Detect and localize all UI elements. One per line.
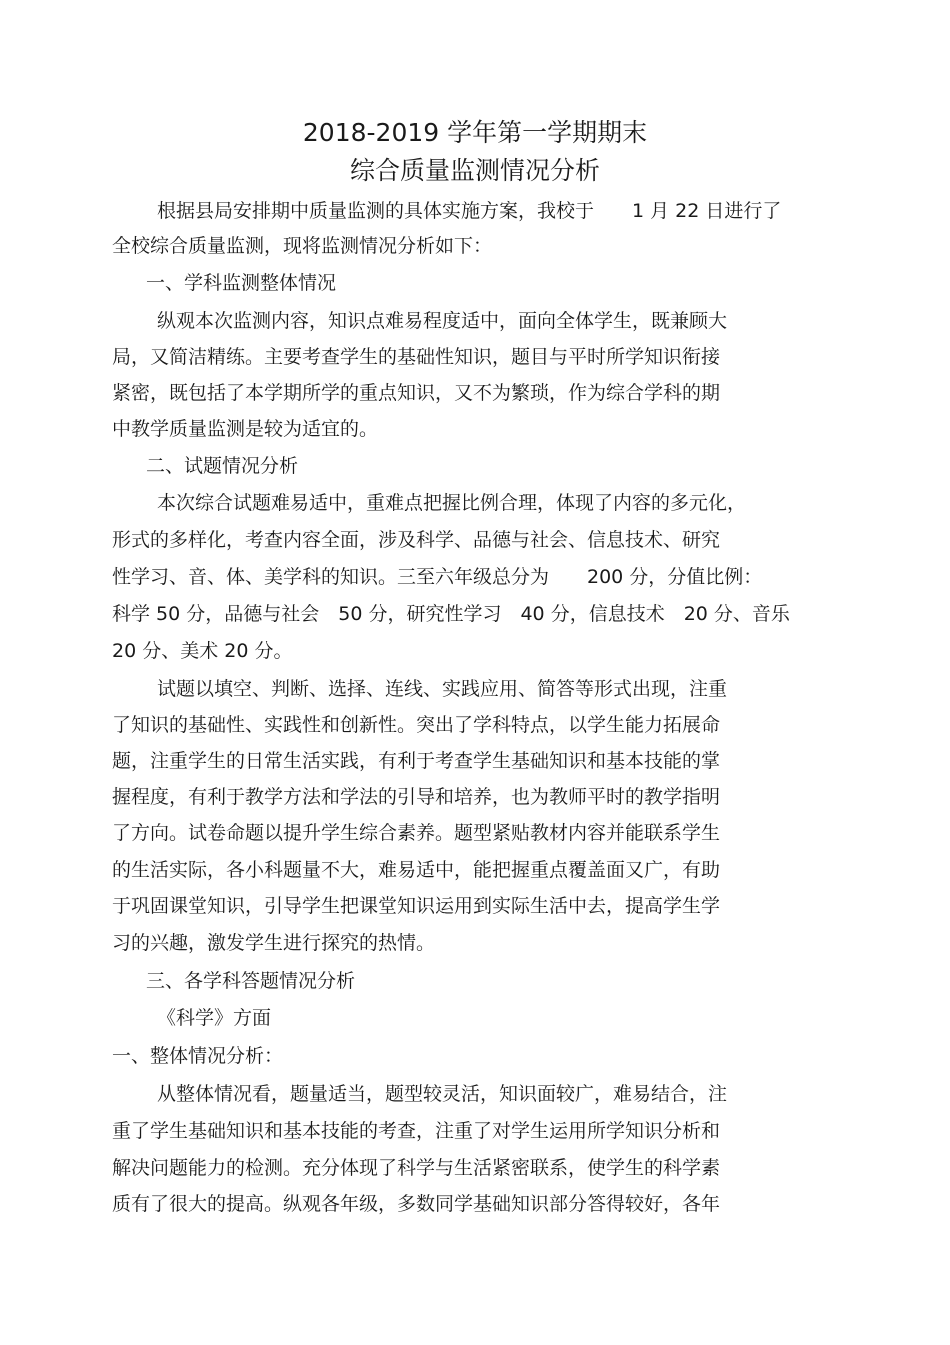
paragraph-line: 紧密，既包括了本学期所学的重点知识，又不为繁琐，作为综合学科的期 xyxy=(112,382,721,404)
paragraph-line: 的生活实际，各小科题量不大，难易适中，能把握重点覆盖面又广，有助 xyxy=(112,859,721,881)
section-heading: 二、试题情况分析 xyxy=(146,455,299,477)
paragraph-line: 习的兴趣，激发学生进行探究的热情。 xyxy=(112,932,436,954)
paragraph-line: 中教学质量监测是较为适宜的。 xyxy=(112,418,379,440)
subsection-heading: 《科学》方面 xyxy=(157,1007,272,1029)
paragraph-line: 从整体情况看，题量适当，题型较灵活，知识面较广，难易结合，注 xyxy=(157,1083,728,1105)
paragraph-line: 了知识的基础性、实践性和创新性。突出了学科特点，以学生能力拓展命 xyxy=(112,714,721,736)
paragraph-line: 握程度，有利于教学方法和学法的引导和培养，也为教师平时的教学指明 xyxy=(112,786,721,808)
paragraph-line: 全校综合质量监测，现将监测情况分析如下： xyxy=(112,235,493,257)
paragraph-line: 了方向。试卷命题以提升学生综合素养。题型紧贴教材内容并能联系学生 xyxy=(112,822,721,844)
paragraph-line: 试题以填空、判断、选择、连线、实践应用、简答等形式出现，注重 xyxy=(157,678,728,700)
paragraph-line: 解决问题能力的检测。充分体现了科学与生活紧密联系，使学生的科学素 xyxy=(112,1157,721,1179)
paragraph-line: 形式的多样化，考查内容全面，涉及科学、品德与社会、信息技术、研究 xyxy=(112,529,721,551)
paragraph-line: 题，注重学生的日常生活实践，有利于考查学生基础知识和基本技能的掌 xyxy=(112,750,721,772)
paragraph-line: 于巩固课堂知识，引导学生把课堂知识运用到实际生活中去，提高学生学 xyxy=(112,895,721,917)
paragraph-line: 20 分、美术 20 分。 xyxy=(112,640,293,662)
paragraph-line: 质有了很大的提高。纵观各年级，多数同学基础知识部分答得较好，各年 xyxy=(112,1193,721,1215)
paragraph-line: 局，又简洁精练。主要考查学生的基础性知识，题目与平时所学知识衔接 xyxy=(112,346,721,368)
paragraph-line: 性学习、音、体、美学科的知识。三至六年级总分为 200 分，分值比例： xyxy=(112,566,763,588)
paragraph-line: 纵观本次监测内容，知识点难易程度适中，面向全体学生，既兼顾大 xyxy=(157,310,728,332)
paragraph-line: 科学 50 分，品德与社会 50 分，研究性学习 40 分，信息技术 20 分、音乐 xyxy=(112,603,790,625)
section-heading: 三、各学科答题情况分析 xyxy=(146,970,356,992)
paragraph-line: 本次综合试题难易适中，重难点把握比例合理，体现了内容的多元化， xyxy=(157,492,747,514)
paragraph-line: 重了学生基础知识和基本技能的考查，注重了对学生运用所学知识分析和 xyxy=(112,1120,721,1142)
document-title-line1: 2018-2019 学年第一学期期末 xyxy=(302,118,648,147)
paragraph-line: 根据县局安排期中质量监测的具体实施方案，我校于 1 月 22 日进行了 xyxy=(157,200,782,222)
section-heading: 一、学科监测整体情况 xyxy=(146,272,337,294)
document-title-line2: 综合质量监测情况分析 xyxy=(349,156,600,185)
subsection-heading: 一、整体情况分析： xyxy=(112,1045,284,1067)
